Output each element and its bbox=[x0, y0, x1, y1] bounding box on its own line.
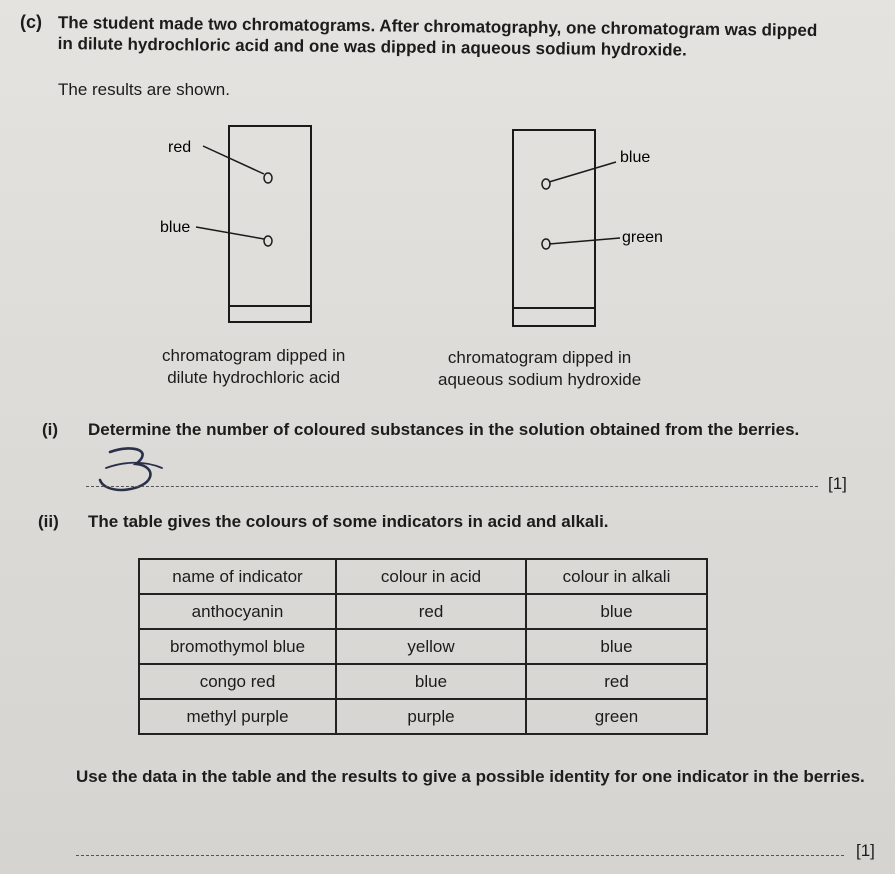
header-acid: colour in acid bbox=[336, 559, 526, 594]
table-row bbox=[139, 594, 707, 629]
spot-red bbox=[264, 173, 272, 183]
part-ii-label: (ii) bbox=[38, 512, 59, 531]
table-row bbox=[139, 629, 707, 664]
chromatogram-alkali bbox=[513, 130, 663, 326]
chromatogram-acid bbox=[160, 126, 311, 322]
part-ii-question: The table gives the colours of some indicators in acid and alkali. bbox=[88, 512, 609, 531]
intro-line-1: The student made two chromatograms. After chromatography, one chromatogram was dipped bbox=[57, 12, 818, 40]
table-header-row bbox=[139, 559, 707, 594]
header-indicator: name of indicator bbox=[139, 559, 336, 594]
handwritten-answer-three bbox=[92, 442, 172, 502]
header-alkali: colour in alkali bbox=[526, 559, 707, 594]
cell-indicator: methyl purple bbox=[139, 699, 336, 734]
marks-ii: [1] bbox=[856, 841, 875, 860]
cell-alkali: green bbox=[526, 699, 707, 734]
part-i-label: (i) bbox=[42, 420, 59, 439]
cell-alkali: blue bbox=[526, 629, 707, 664]
part-ii-prompt: Use the data in the table and the results to give a possible identity for one indicator in the berries. bbox=[76, 767, 865, 786]
spot-lower bbox=[542, 239, 550, 249]
spot-label-green: green bbox=[622, 229, 663, 246]
spot-blue bbox=[264, 236, 272, 246]
chromatogram-diagrams bbox=[0, 110, 895, 450]
cell-acid: red bbox=[336, 594, 526, 629]
answer-line-ii[interactable] bbox=[76, 855, 844, 856]
part-i-question: Determine the number of coloured substances in the solution obtained from the berries. bbox=[88, 420, 800, 439]
cell-acid: yellow bbox=[336, 629, 526, 664]
spot-label-blue: blue bbox=[160, 219, 191, 236]
spot-label-red: red bbox=[168, 139, 192, 156]
cell-indicator: bromothymol blue bbox=[139, 629, 336, 664]
cell-acid: blue bbox=[336, 664, 526, 699]
cell-alkali: red bbox=[526, 664, 707, 699]
caption-alkali: chromatogram dipped in aqueous sodium hydroxide bbox=[438, 348, 642, 389]
table-row bbox=[139, 664, 707, 699]
results-text: The results are shown. bbox=[58, 80, 230, 99]
marks-i: [1] bbox=[828, 474, 847, 493]
intro-line-2: in dilute hydrochloric acid and one was dipped in aqueous sodium hydroxide. bbox=[57, 33, 687, 60]
cell-indicator: anthocyanin bbox=[139, 594, 336, 629]
part-label: (c) bbox=[20, 12, 42, 32]
spot-label-blue-right: blue bbox=[620, 149, 651, 166]
question-intro bbox=[58, 12, 818, 62]
caption-acid: chromatogram dipped in dilute hydrochloric acid bbox=[162, 346, 346, 387]
cell-acid: purple bbox=[336, 699, 526, 734]
cell-indicator: congo red bbox=[139, 664, 336, 699]
indicator-table bbox=[138, 558, 708, 735]
cell-alkali: blue bbox=[526, 594, 707, 629]
answer-line-i[interactable] bbox=[86, 486, 818, 487]
spot-upper bbox=[542, 179, 550, 189]
table-row bbox=[139, 699, 707, 734]
